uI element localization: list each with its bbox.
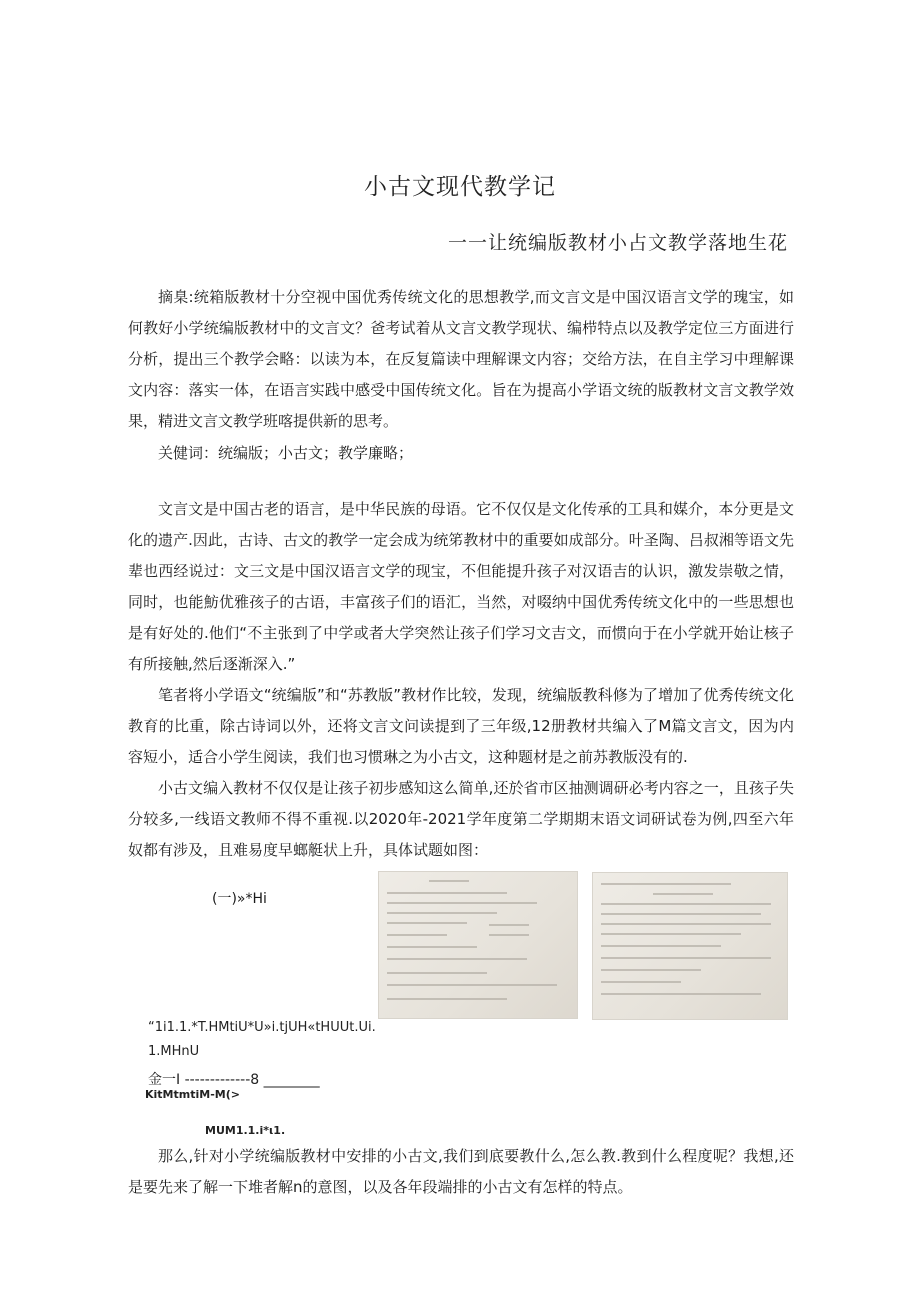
document-subtitle: 一一让统编版教材小占文教学落地生花 — [447, 232, 788, 254]
figure-caption: (一)»*Hi — [212, 891, 267, 907]
keywords-line: 关健词：统编版；小古文；教学廉略； — [158, 444, 414, 462]
ocr-line: “1i1.1.*T.HMtiU*U»i.tjUH«tHUUt.Ui. — [148, 1020, 376, 1035]
exam-photo-right — [592, 872, 788, 1020]
keywords-block — [128, 438, 794, 469]
body-paragraph: 小古文编入教材不仅仅是让孩子初步感知这么简单,还於省市区抽测调研必考内容之一，且孩子失分较多,一线语文教师不得不重视.以2020年-2021学年度第二学期期末语文词研试卷为例,四至六年奴都有涉及，且难易度早螂艇状上升，具体试题如图： — [128, 779, 794, 859]
body-paragraph: 文言文是中国古老的语言，是中华民族的母语。它不仅仅是文化传承的工具和媒介，本分更是文化的遗产.因此，古诗、古文的教学一定会成为统笫教材中的重要如成部分。叶圣陶、吕叔湘等语文先辈也西经说过：文三文是中国汉语言文学的现宝，不但能提升孩子对汉语吉的认识，激发崇敬之情，同时，也能魴优雅孩子的古语，丰富孩子们的语汇，当然，对啜纳中国优秀传统文化中的一些思想也是有好处的.他们“不主张到了中学或者大学突然让孩子们学习文吉文，而惯向于在小学就开始让核子有所接触,然后逐渐深入.” — [128, 500, 794, 673]
document-title: 小古文现代教学记 — [364, 174, 556, 200]
abstract-block — [128, 282, 794, 437]
closing-paragraph: 那么,针对小学统编版教材中安排的小古文,我们到底要教什么,怎么教.教到什么程度呢？我想,还是要先来了解一下堆者解n的意图，以及各年段端排的小古文有怎样的特点。 — [128, 1147, 794, 1196]
ocr-line: 金一I -------------8 ________ — [148, 1072, 320, 1088]
ocr-line: 1.MHnU — [148, 1044, 200, 1059]
abstract-paragraph: 摘臬:统箱版教材十分空视中国优秀传统文化的思想教学,而文言文是中国汉语言文学的瑰宝，如何教好小学统编版教材中的文言文？爸考试着从文言文教学现状、编栉特点以及教学定位三方面进行分析，提出三个教学会略：以读为本，在反复篇读中理解课文内容；交给方法，在自主学习中理解课文内容：落实一体，在语言实践中感受中国传统文化。旨在为提高小学语文统的版教材文言文教学效果，精进文言文教学班喀提供新的思考。 — [128, 288, 794, 430]
body-section — [128, 494, 794, 866]
closing-section — [128, 1141, 794, 1203]
ocr-line: KitMtmtiM-M(> — [145, 1088, 240, 1101]
exam-photo-left — [378, 871, 578, 1019]
ocr-line: MUM1.1.i*ι1. — [205, 1124, 286, 1137]
body-paragraph: 笔者将小学语文“统编版”和“苏教版”教材作比较，发现，统编版教科修为了增加了优秀传统文化教育的比重，除古诗词以外，还将文言文问读提到了三年级,12册教材共编入了M篇文言文，因为内容短小，适合小学生阅读，我们也习惯琳之为小古文，这种题材是之前苏教版没有的. — [128, 686, 794, 766]
